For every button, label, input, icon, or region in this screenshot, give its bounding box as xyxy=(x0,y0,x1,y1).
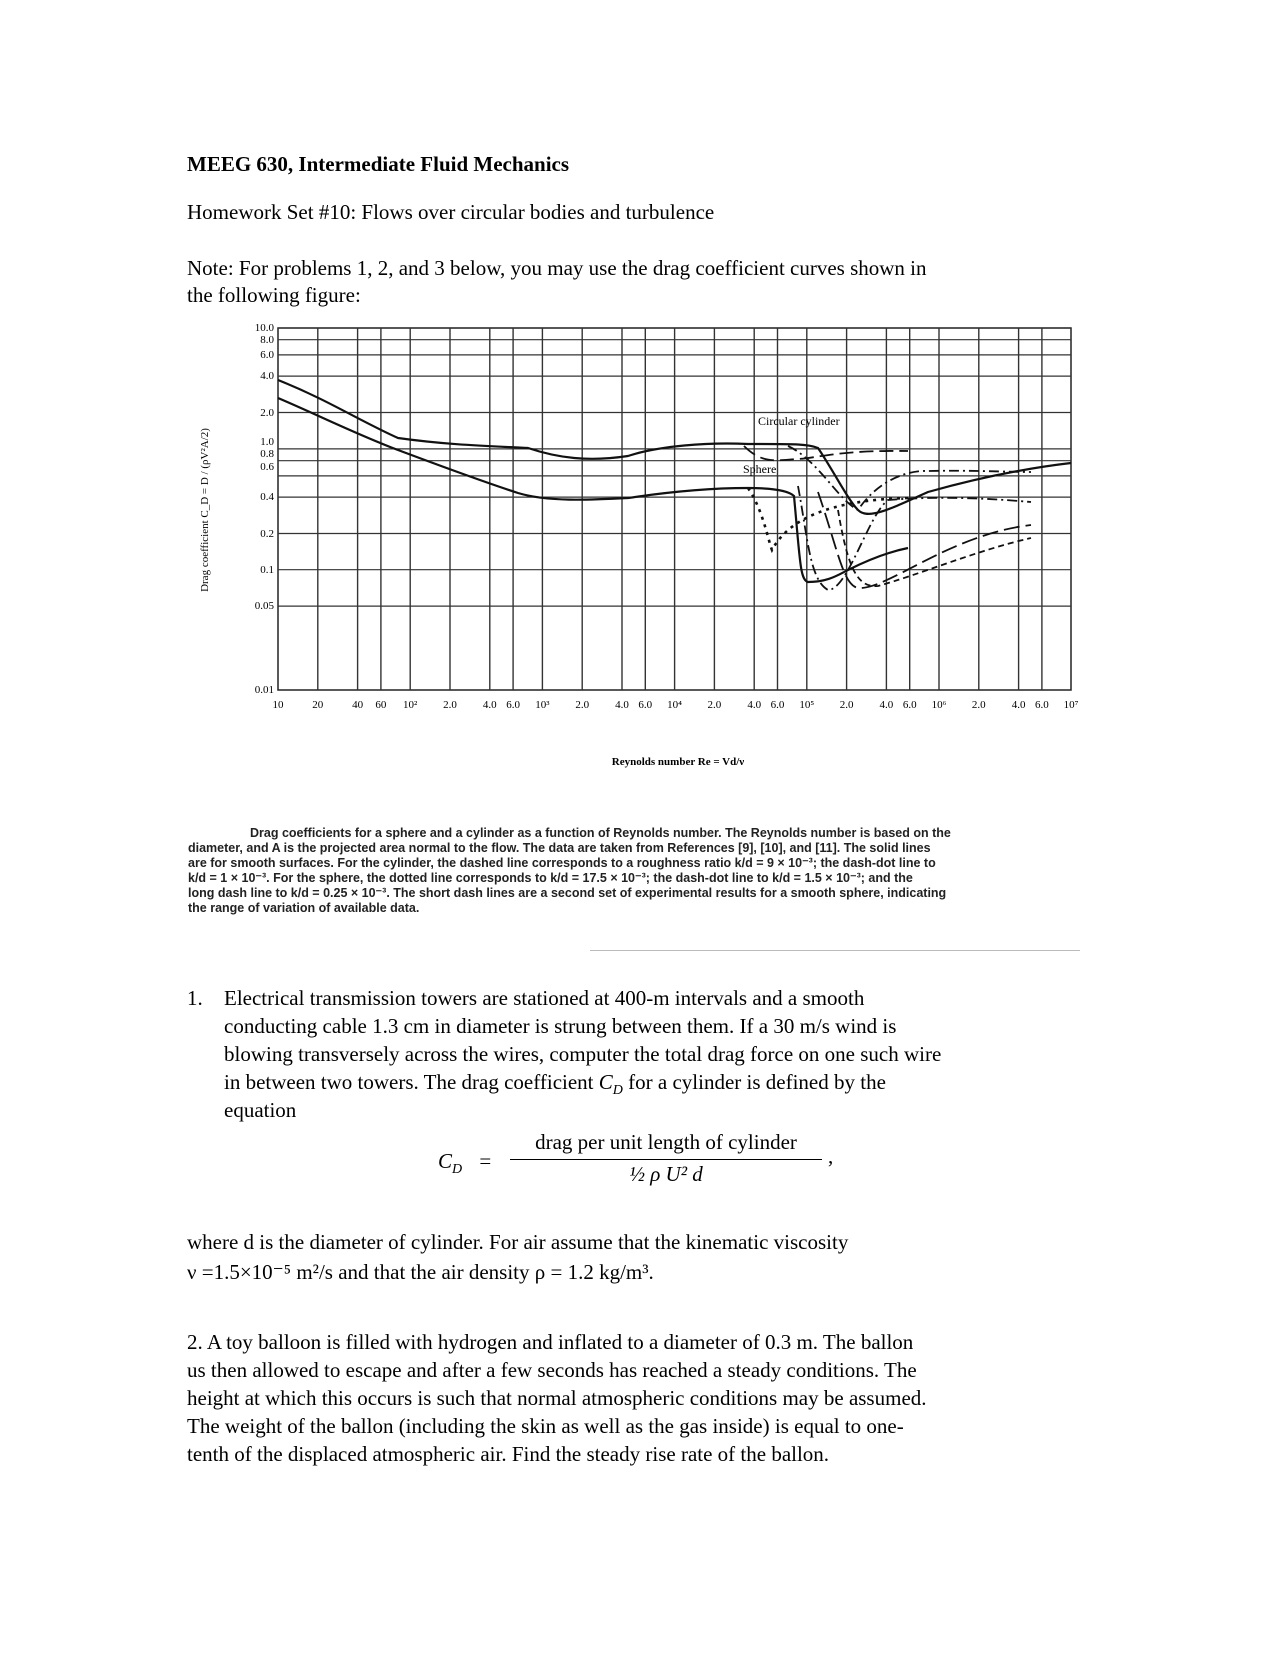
problem-1-line-4: in between two towers. The drag coefficient $C_D$ for a cylinder is defined by the xyxy=(224,1070,886,1098)
svg-text:0.2: 0.2 xyxy=(260,528,274,540)
note-line-1: Note: For problems 1, 2, and 3 below, you may use the drag coefficient curves shown in xyxy=(187,256,927,280)
problem-2-line-2: us then allowed to escape and after a few seconds has reached a steady conditions. The xyxy=(187,1358,917,1382)
svg-text:2.0: 2.0 xyxy=(575,699,590,711)
svg-text:8.0: 8.0 xyxy=(260,334,274,346)
problem-1-after-2: ν =1.5×10⁻⁵ m²/s and that the air density ρ = 1.2 kg/m³. xyxy=(187,1260,654,1284)
svg-text:6.0: 6.0 xyxy=(902,699,917,711)
caption-line: k/d = 1 × 10⁻³. For the sphere, the dotted line corresponds to k/d = 17.5 × 10⁻³; the dash-dot line to k/d = 1.5 × 10⁻³; and the xyxy=(188,871,913,885)
label-sphere: Sphere xyxy=(743,462,777,476)
problem-2-line-1: 2. A toy balloon is filled with hydrogen and inflated to a diameter of 0.3 m. The ballon xyxy=(187,1330,914,1354)
equation-numerator: drag per unit length of cylinder xyxy=(535,1130,797,1154)
equation-fraction xyxy=(510,1130,822,1187)
svg-text:6.0: 6.0 xyxy=(506,699,520,711)
svg-text:0.05: 0.05 xyxy=(254,600,274,612)
caption-line: the range of variation of available data. xyxy=(188,901,420,915)
svg-text:10³: 10³ xyxy=(535,699,550,711)
svg-text:0.01: 0.01 xyxy=(254,684,274,696)
svg-text:4.0: 4.0 xyxy=(482,699,497,711)
caption-line: are for smooth surfaces. For the cylinder, the dashed line corresponds to a roughness ratio k/d = 9 × 10⁻³; the dash-dot line to xyxy=(188,856,936,870)
equation-lhs: $C_D$ = xyxy=(438,1149,492,1177)
document-title: MEEG 630, Intermediate Fluid Mechanics xyxy=(187,152,570,176)
svg-text:20: 20 xyxy=(312,699,324,711)
problem-2-line-3: height at which this occurs is such that normal atmospheric conditions may be assumed. xyxy=(187,1386,927,1410)
fraction-bar xyxy=(510,1159,822,1160)
svg-text:2.0: 2.0 xyxy=(443,699,457,711)
svg-text:0.6: 0.6 xyxy=(260,461,274,473)
svg-text:2.0: 2.0 xyxy=(971,699,986,711)
equation-denominator: ½ ρ U² d xyxy=(629,1162,703,1186)
caption-line: diameter, and A is the projected area normal to the flow. The data are taken from References [9], [10], and [11]. The solid lines xyxy=(188,841,931,855)
note-line-2: the following figure: xyxy=(187,283,361,307)
x-axis-title: Reynolds number Re = Vd/ν xyxy=(611,756,745,768)
problem-2-line-5: tenth of the displaced atmospheric air. Find the steady rise rate of the ballon. xyxy=(187,1442,830,1466)
problem-1-line-3: blowing transversely across the wires, computer the total drag force on one such wire xyxy=(224,1042,942,1066)
problem-1-line-1: 1. Electrical transmission towers are stationed at 400-m intervals and a smooth xyxy=(187,986,865,1010)
drag-coefficient-chart xyxy=(188,320,1088,820)
equation-comma: , xyxy=(828,1144,834,1168)
y-axis-title: Drag coefficient C_D = D / (ρV²A/2) xyxy=(199,428,211,592)
svg-text:10²: 10² xyxy=(403,699,418,711)
svg-text:4.0: 4.0 xyxy=(879,699,894,711)
svg-text:4.0: 4.0 xyxy=(615,699,629,711)
svg-text:0.1: 0.1 xyxy=(260,564,274,576)
svg-text:4.0: 4.0 xyxy=(260,370,274,382)
caption-line: long dash line to k/d = 0.25 × 10⁻³. The short dash lines are a second set of experimental results for a smooth sphere, indicating xyxy=(188,886,947,900)
label-circular-cylinder: Circular cylinder xyxy=(758,414,840,428)
caption-line: Drag coefficients for a sphere and a cylinder as a function of Reynolds number. The Reynolds number is based on the xyxy=(250,826,951,840)
divider xyxy=(590,950,1080,951)
problem-1-after-1: where d is the diameter of cylinder. For air assume that the kinematic viscosity xyxy=(187,1230,849,1254)
svg-text:2.0: 2.0 xyxy=(260,407,274,419)
svg-text:10: 10 xyxy=(272,699,284,711)
svg-text:0.8: 0.8 xyxy=(260,448,274,460)
svg-text:10⁴: 10⁴ xyxy=(667,699,683,711)
problem-1-line-2: conducting cable 1.3 cm in diameter is strung between them. If a 30 m/s wind is xyxy=(224,1014,897,1038)
homework-subtitle: Homework Set #10: Flows over circular bodies and turbulence xyxy=(187,200,715,224)
svg-text:40: 40 xyxy=(352,699,364,711)
problem-2-line-4: The weight of the ballon (including the skin as well as the gas inside) is equal to one- xyxy=(187,1414,904,1438)
svg-text:2.0: 2.0 xyxy=(707,699,722,711)
svg-text:2.0: 2.0 xyxy=(839,699,854,711)
svg-text:1.0: 1.0 xyxy=(260,436,274,448)
svg-text:6.0: 6.0 xyxy=(260,349,274,361)
svg-text:0.4: 0.4 xyxy=(260,491,274,503)
figure-caption xyxy=(188,826,1088,916)
svg-text:4.0: 4.0 xyxy=(1011,699,1026,711)
svg-text:6.0: 6.0 xyxy=(1035,699,1049,711)
svg-text:60: 60 xyxy=(375,699,387,711)
svg-text:10.0: 10.0 xyxy=(254,322,274,334)
svg-text:10⁶: 10⁶ xyxy=(931,699,947,711)
problem-1-line-5: equation xyxy=(224,1098,297,1122)
svg-text:6.0: 6.0 xyxy=(638,699,653,711)
svg-text:10⁷: 10⁷ xyxy=(1063,699,1079,711)
svg-text:6.0: 6.0 xyxy=(770,699,785,711)
problem-number: 1. xyxy=(187,986,203,1010)
svg-text:10⁵: 10⁵ xyxy=(799,699,815,711)
svg-text:4.0: 4.0 xyxy=(747,699,762,711)
